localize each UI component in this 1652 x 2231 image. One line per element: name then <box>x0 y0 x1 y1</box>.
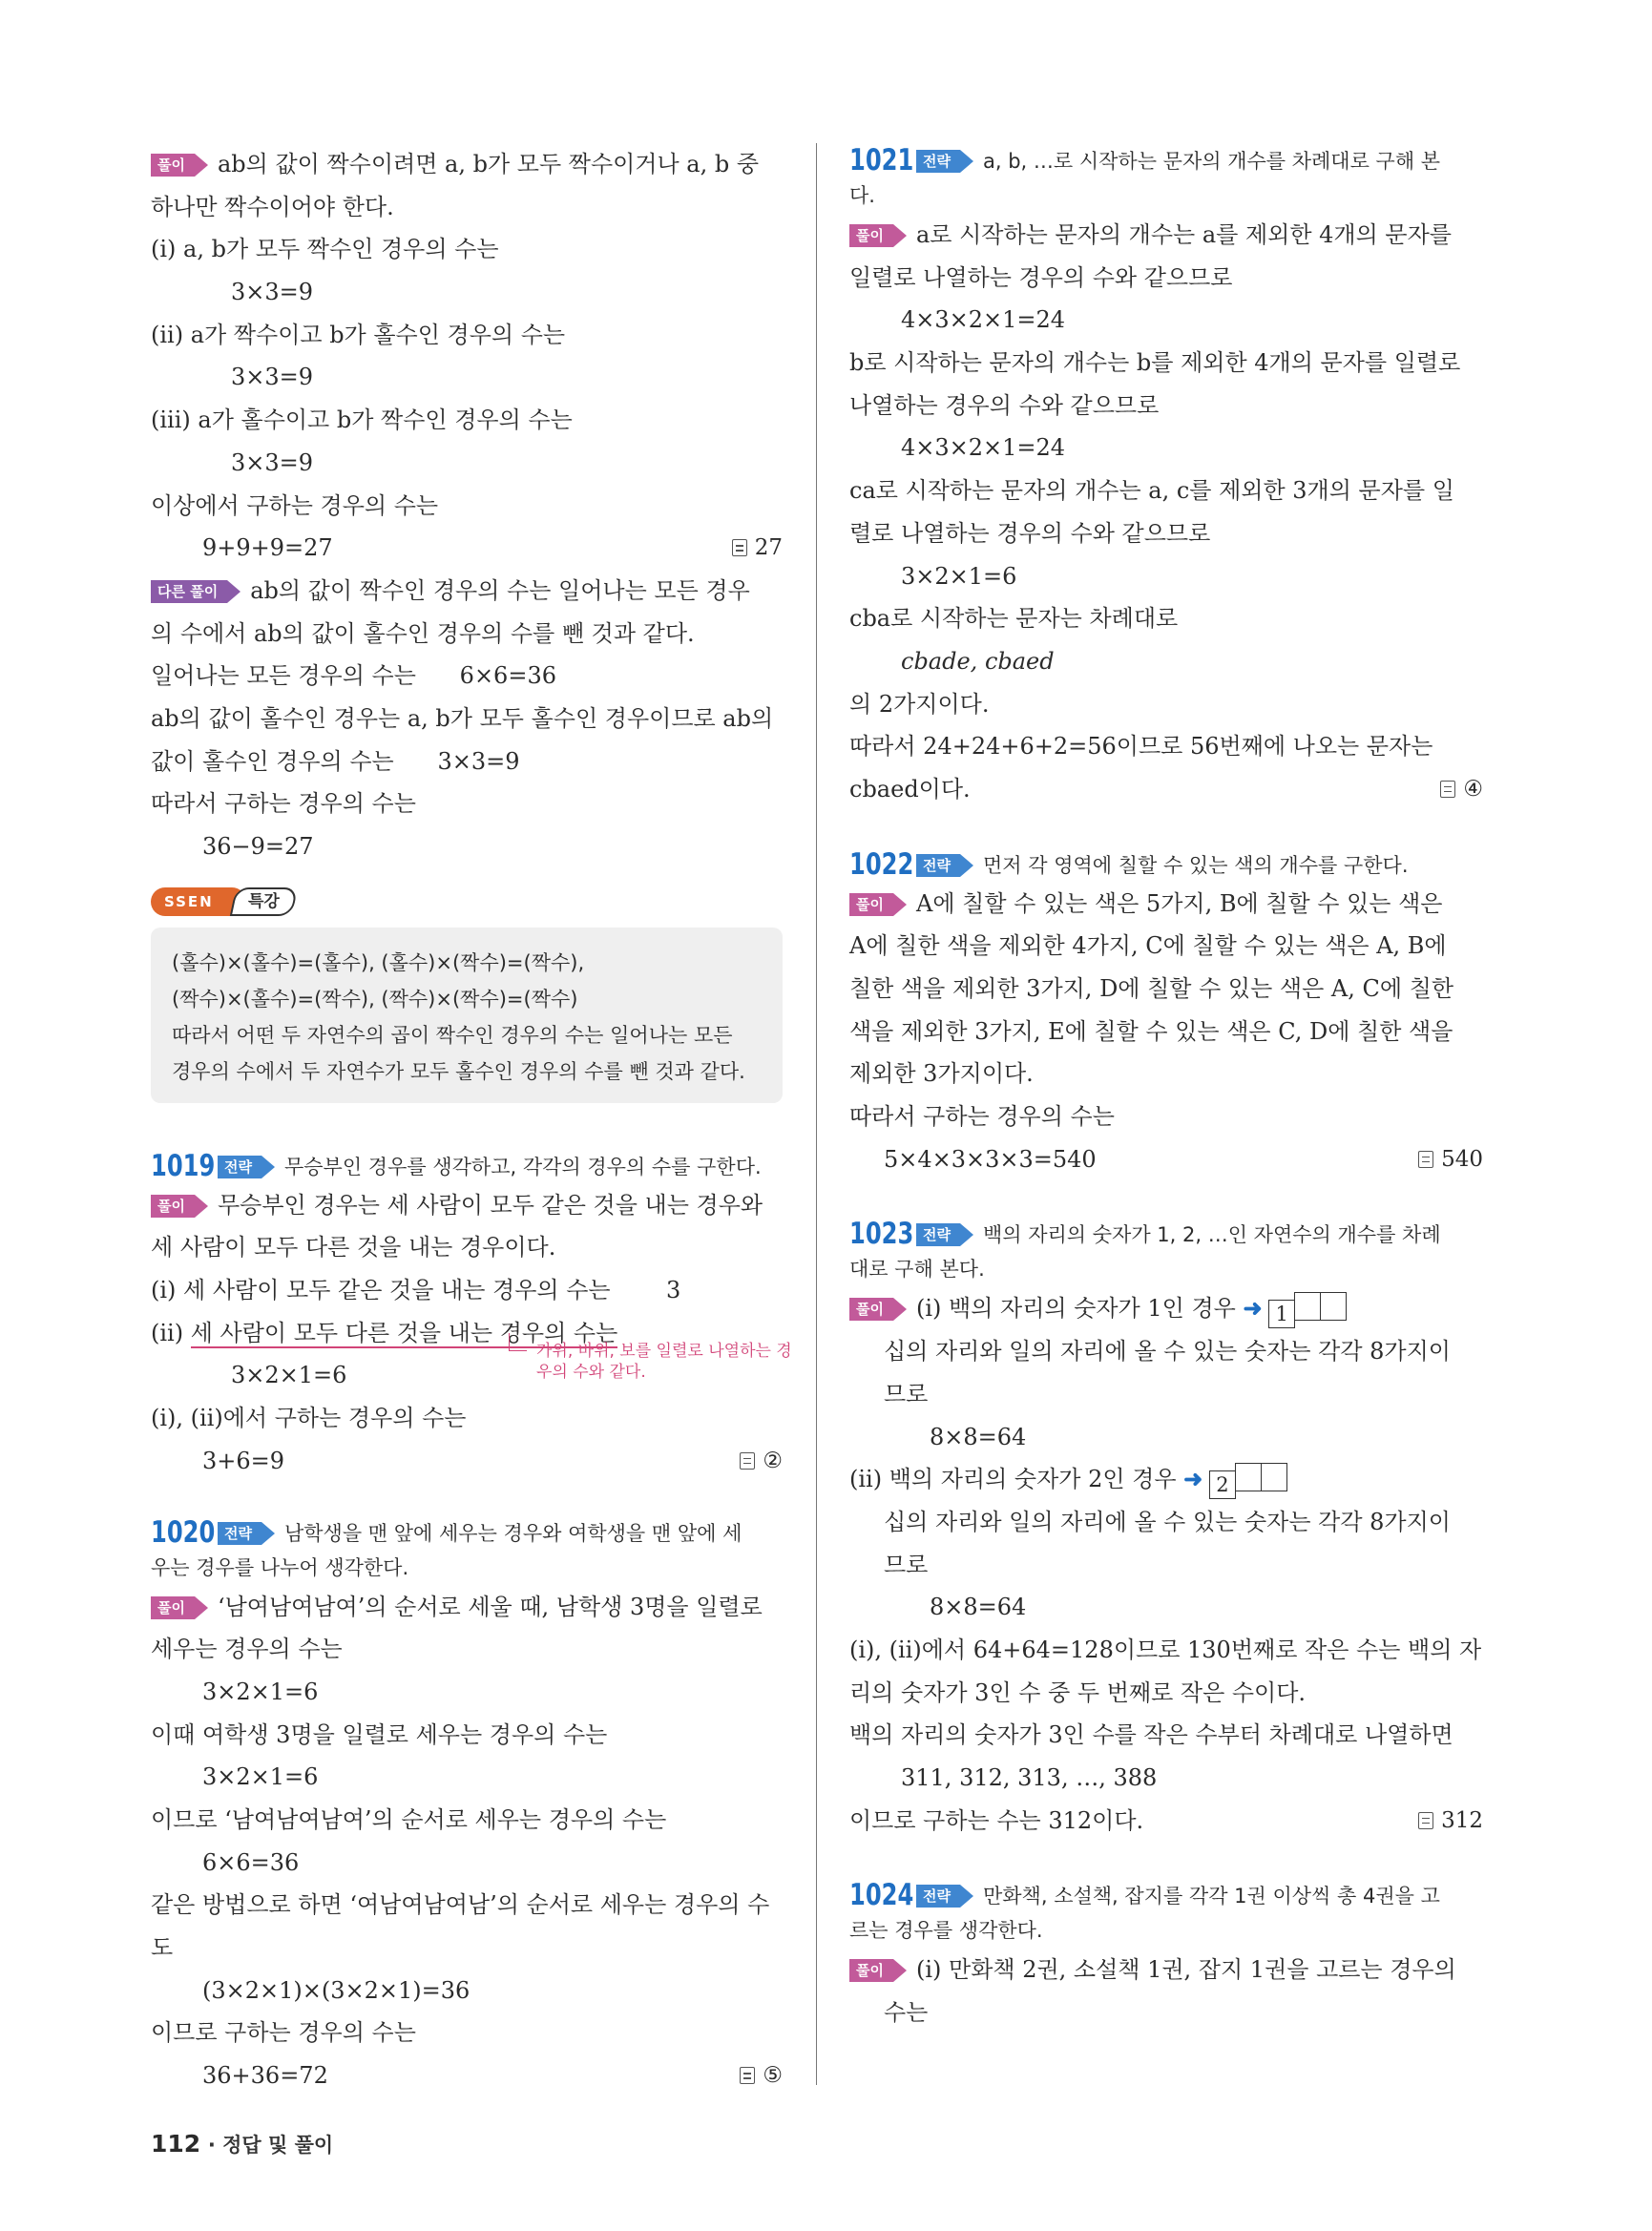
strategy-tag: 전략 <box>916 1885 960 1908</box>
alt-solution-line: 다른 풀이 ab의 값이 짝수인 경우의 수는 일어나는 모든 경우 <box>151 570 783 613</box>
solution-line: 풀이 ab의 값이 짝수이려면 a, b가 모두 짝수이거나 a, b 중 <box>151 143 783 186</box>
problem-number: 1023 <box>849 1217 914 1252</box>
strategy-tag: 전략 <box>218 1156 261 1178</box>
problem-1019-strategy: 1019 전략 무승부인 경우를 생각하고, 각각의 경우의 수를 구한다. <box>151 1148 762 1183</box>
right-column <box>849 143 1483 2034</box>
underlined-text: 세 사람이 모두 다른 것을 내는 경우의 수는 <box>190 1319 618 1346</box>
problem-number: 1019 <box>151 1148 216 1183</box>
text-line: 이상에서 구하는 경우의 수는 <box>151 491 439 519</box>
solution-line: 풀이 (ⅰ) 만화책 2권, 소설책 1권, 잡지 1권을 고르는 경우의 <box>849 1949 1483 1991</box>
solution-line: 풀이 ‘남여남여남여’의 순서로 세울 때, 남학생 3명을 일렬로 <box>151 1586 783 1629</box>
solution-line: 풀이 (ⅰ) 백의 자리의 숫자가 1인 경우 ➜ 1 <box>849 1287 1483 1330</box>
text-line: 일렬로 나열하는 경우의 수와 같으므로 <box>849 263 1233 291</box>
digit-box-empty <box>1294 1292 1321 1321</box>
solution-tag: 풀이 <box>849 1298 893 1321</box>
equation-line: 36+36=72 ⑤ <box>151 2054 783 2097</box>
equation: 8×8=64 <box>930 1423 1027 1450</box>
text-line: 세 사람이 모두 다른 것을 내는 경우이다. <box>151 1234 556 1261</box>
digit-box-empty <box>1320 1292 1347 1321</box>
answer-icon <box>740 1452 755 1470</box>
text-line: 므로 <box>884 1380 929 1407</box>
spacer <box>849 1180 1483 1217</box>
footer-title: 정답 및 풀이 <box>222 2134 334 2157</box>
ssen-line: 따라서 어떤 두 자연수의 곱이 짝수인 경우의 수는 일어나는 모든 <box>172 1023 733 1047</box>
margin-note: 가위, 바위, 보를 일렬로 나열하는 경우의 수와 같다. <box>536 1341 792 1382</box>
strategy-tag: 전략 <box>218 1522 261 1545</box>
text-line: 이므로 ‘남여남여남여’의 순서로 세우는 경우의 수는 <box>151 1805 667 1833</box>
equation: 3×2×1=6 <box>202 1763 319 1791</box>
text-line: 므로 <box>884 1551 929 1578</box>
solution-tag: 풀이 <box>849 893 893 916</box>
text-line: 제외한 3가지이다. <box>849 1060 1034 1088</box>
equation-line: 3+6=9 ② <box>151 1440 783 1483</box>
text-line: 따라서 구하는 경우의 수는 <box>849 1103 1115 1131</box>
text-line: (ⅰ), (ⅱ)에서 구하는 경우의 수는 <box>151 1405 467 1432</box>
ssen-box <box>151 928 783 1103</box>
equation-line: 9+9+9=27 27 <box>151 527 783 570</box>
problem-1022-strategy: 1022 전략 먼저 각 영역에 칠할 수 있는 색의 개수를 구한다. <box>849 846 1409 882</box>
problem-number: 1021 <box>849 143 914 177</box>
text-line: 세우는 경우의 수는 <box>151 1636 343 1663</box>
answer-mark: ② <box>740 1440 783 1483</box>
text-line: 십의 자리와 일의 자리에 올 수 있는 숫자는 각각 8가지이 <box>884 1338 1451 1366</box>
text-line: 백의 자리의 숫자가 3인 수를 작은 수부터 차례대로 나열하면 <box>849 1721 1453 1749</box>
spacer <box>849 1842 1483 1878</box>
strategy-tag: 전략 <box>916 150 960 173</box>
spacer <box>151 1103 783 1149</box>
equation: (3×2×1)×(3×2×1)=36 <box>202 1976 471 2004</box>
solution-line: 풀이 A에 칠할 수 있는 색은 5가지, B에 칠할 수 있는 색은 <box>849 883 1483 926</box>
text-line: 값이 홀수인 경우의 수는 3×3=9 <box>151 747 520 775</box>
ssen-line: (홀수)×(홀수)=(홀수), (홀수)×(짝수)=(짝수), <box>172 950 585 974</box>
text-line: 일어나는 모든 경우의 수는 6×6=36 <box>151 662 556 690</box>
text-line: 렬로 나열하는 경우의 수와 같으므로 <box>849 519 1211 547</box>
arrow-right-icon: ➜ <box>1183 1465 1203 1493</box>
alt-solution-tag: 다른 풀이 <box>151 580 227 603</box>
ssen-title: 특강 <box>230 887 298 916</box>
equation: 4×3×2×1=24 <box>901 434 1066 462</box>
strategy-tag: 전략 <box>916 1223 960 1246</box>
solution-line: 풀이 a로 시작하는 문자의 개수는 a를 제외한 4개의 문자를 <box>849 214 1483 257</box>
ssen-header <box>151 884 783 926</box>
case-line: (ⅰ) a, b가 모두 짝수인 경우의 수는 <box>151 236 499 263</box>
text-line: (ⅰ), (ⅱ)에서 64+64=128이므로 130번째로 작은 수는 백의 자 <box>849 1636 1482 1663</box>
text-line: ab의 값이 홀수인 경우는 a, b가 모두 홀수인 경우이므로 ab의 <box>151 704 774 732</box>
equation: 6×6=36 <box>202 1848 300 1876</box>
problem-1020-strategy: 1020 전략 남학생을 맨 앞에 세우는 경우와 여학생을 맨 앞에 세 우는 경우를 나누어 생각한다. <box>151 1514 742 1579</box>
left-column <box>151 143 792 2097</box>
problem-1023-strategy: 1023 전략 백의 자리의 숫자가 1, 2, …인 자연수의 개수를 차례 대로 구해 본다. <box>849 1217 1441 1282</box>
ssen-line: 경우의 수에서 두 자연수가 모두 홀수인 경우의 수를 뺀 것과 같다. <box>172 1059 745 1083</box>
equation: 311, 312, 313, …, 388 <box>901 1764 1158 1791</box>
answer-mark: 27 <box>732 527 783 570</box>
answer-icon <box>1440 781 1455 798</box>
arrow-right-icon: ➜ <box>1243 1294 1263 1323</box>
solution-tag: 풀이 <box>151 1195 195 1218</box>
text-line: 이므로 구하는 경우의 수는 <box>151 2019 416 2047</box>
equation: 36−9=27 <box>202 833 314 860</box>
answer-mark: ⑤ <box>740 2054 783 2097</box>
solution-tag: 풀이 <box>849 1959 893 1982</box>
text-line: 같은 방법으로 하면 ‘여남여남여남’의 순서로 세우는 경우의 수 <box>151 1891 770 1919</box>
column-divider <box>816 143 817 2085</box>
digit-box-empty <box>1261 1463 1287 1491</box>
case-line-underlined: (ⅱ) 세 사람이 모두 다른 것을 내는 경우의 수는 가위, 바위, 보를 일렬로 나열하는 경우의 수와 같다. <box>151 1312 783 1355</box>
solution-line: 풀이 무승부인 경우는 세 사람이 모두 같은 것을 내는 경우와 <box>151 1184 783 1227</box>
text-line: 나열하는 경우의 수와 같으므로 <box>849 391 1160 419</box>
text-line: 의 2가지이다. <box>849 690 990 718</box>
equation: 3×3=9 <box>231 448 314 476</box>
text-line: cba로 시작하는 문자는 차례대로 <box>849 605 1179 633</box>
spacer <box>849 811 1483 847</box>
case-line: (ⅲ) a가 홀수이고 b가 짝수인 경우의 수는 <box>151 407 573 434</box>
digit-box-empty <box>1235 1463 1262 1491</box>
text-line: 색을 제외한 3가지, E에 칠할 수 있는 색은 C, D에 칠한 색을 <box>849 1017 1453 1045</box>
text-line: 도 <box>151 1934 174 1961</box>
case-line: (ⅰ) 세 사람이 모두 같은 것을 내는 경우의 수는 3 <box>151 1277 681 1304</box>
ssen-brand: SSEN <box>151 887 246 916</box>
problem-1021-strategy: 1021 전략 a, b, …로 시작하는 문자의 개수를 차례대로 구해 본 다. <box>849 143 1441 207</box>
text-line: 수는 <box>884 1999 929 2027</box>
text-line: 리의 숫자가 3인 수 중 두 번째로 작은 수이다. <box>849 1678 1307 1706</box>
case-line: (ⅱ) 백의 자리의 숫자가 2인 경우 ➜ 2 <box>849 1458 1483 1501</box>
text-line: ca로 시작하는 문자의 개수는 a, c를 제외한 3개의 문자를 일 <box>849 477 1454 505</box>
page-number: 112 <box>151 2130 201 2158</box>
answer-icon <box>732 539 747 556</box>
equation: cbade, cbaed <box>901 647 1055 675</box>
text-line: 칠한 색을 제외한 3가지, D에 칠할 수 있는 색은 A, C에 칠한 <box>849 975 1454 1002</box>
digit-box: 2 <box>1209 1470 1236 1499</box>
answer-icon <box>740 2067 755 2084</box>
text-line: 따라서 구하는 경우의 수는 <box>151 790 416 818</box>
equation: 3×2×1=6 <box>231 1362 347 1389</box>
equation-line: 5×4×3×3×3=540 540 <box>849 1138 1483 1181</box>
problem-number: 1024 <box>849 1878 914 1913</box>
answer-mark: 540 <box>1418 1138 1483 1181</box>
answer-mark: 312 <box>1418 1800 1483 1843</box>
problem-1024-strategy: 1024 전략 만화책, 소설책, 잡지를 각각 1권 이상씩 총 4권을 고 르는 경우를 생각한다. <box>849 1878 1440 1943</box>
note-bracket <box>509 1333 527 1351</box>
equation: 3×3=9 <box>231 279 314 306</box>
strategy-tag: 전략 <box>916 854 960 877</box>
solution-tag: 풀이 <box>151 1596 195 1619</box>
text-line: 의 수에서 ab의 값이 홀수인 경우의 수를 뺀 것과 같다. <box>151 619 695 647</box>
equation: 3×2×1=6 <box>202 1678 319 1705</box>
digit-box: 1 <box>1268 1300 1295 1328</box>
answer-line: 이므로 구하는 수는 312이다. 312 <box>849 1800 1483 1843</box>
text-line: A에 칠한 색을 제외한 4가지, C에 칠할 수 있는 색은 A, B에 <box>849 932 1447 960</box>
answer-mark: ④ <box>1440 768 1483 811</box>
equation: 3×3=9 <box>231 364 314 391</box>
ssen-line: (짝수)×(홀수)=(짝수), (짝수)×(짝수)=(짝수) <box>172 987 578 1011</box>
spacer <box>151 1483 783 1515</box>
text-line: 십의 자리와 일의 자리에 올 수 있는 숫자는 각각 8가지이 <box>884 1508 1451 1535</box>
equation: 3×2×1=6 <box>901 562 1017 590</box>
solution-tag: 풀이 <box>849 224 893 247</box>
answer-icon <box>1418 1151 1433 1168</box>
answer-icon <box>1418 1812 1433 1829</box>
answer-line: cbaed이다. ④ <box>849 768 1483 811</box>
text-line: b로 시작하는 문자의 개수는 b를 제외한 4개의 문자를 일렬로 <box>849 349 1461 377</box>
page-footer: 112 · 정답 및 풀이 <box>151 2130 334 2158</box>
problem-number: 1022 <box>849 846 914 882</box>
text-line: 따라서 24+24+6+2=56이므로 56번째에 나오는 문자는 <box>849 733 1433 761</box>
solution-tag: 풀이 <box>151 154 195 177</box>
text-line: 이때 여학생 3명을 일렬로 세우는 경우의 수는 <box>151 1720 608 1748</box>
case-line: (ⅱ) a가 짝수이고 b가 홀수인 경우의 수는 <box>151 321 566 348</box>
text-line: 하나만 짝수이어야 한다. <box>151 193 394 220</box>
problem-number: 1020 <box>151 1514 216 1550</box>
equation: 4×3×2×1=24 <box>901 306 1066 334</box>
equation: 8×8=64 <box>930 1594 1027 1621</box>
